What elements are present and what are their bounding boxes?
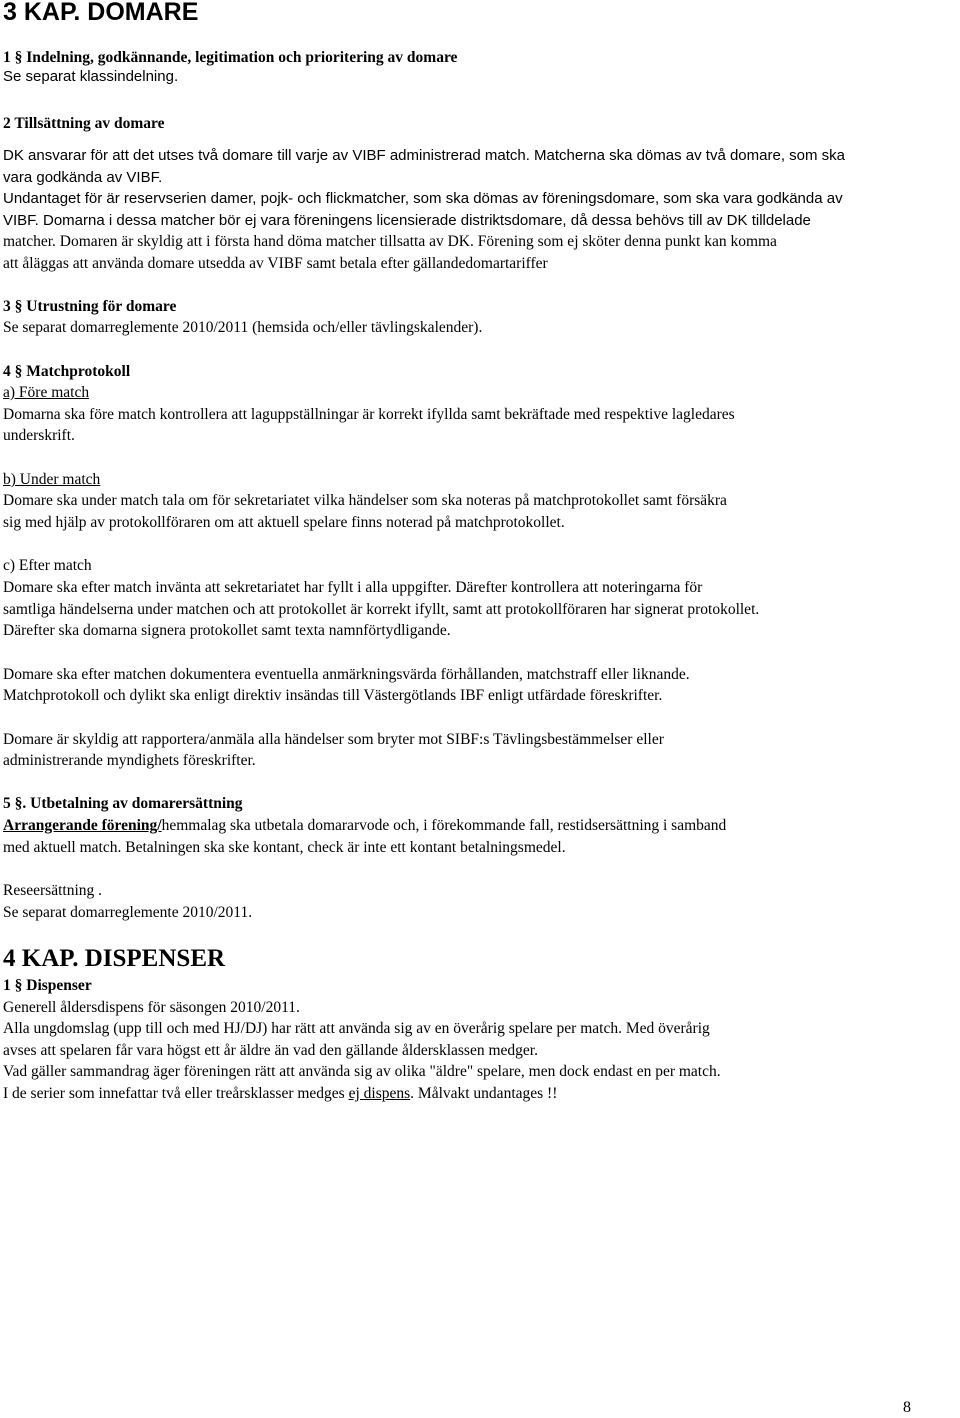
section-4b-line: Domare ska under match tala om för sekretariatet vilka händelser som ska noteras på matchprotokollet samt försäkra [3,492,727,509]
reseersattning-heading: Reseersättning . [3,882,103,899]
reseersattning-text: Se separat domarreglemente 2010/2011. [3,904,253,921]
section-5-heading: 5 §. Utbetalning av domarersättning [3,795,243,812]
chapter-4-line: avses att spelaren får vara högst ett år äldre än vad den gällande åldersklassen medger. [3,1042,538,1059]
section-4c-line: samtliga händelserna under matchen och att protokollet är korrekt ifyllt, samt att protokollföraren har signerat protokollet. [3,601,760,618]
section-4d-line: Domare ska efter matchen dokumentera eventuella anmärkningsvärda förhållanden, matchstraff eller liknande. [3,666,690,683]
chapter-4-title: 4 KAP. DISPENSER [3,945,226,972]
section-4b-label: b) Under match [3,471,101,488]
section-4b-line: sig med hjälp av protokollföraren om att aktuell spelare finns noterad på matchprotokollet. [3,514,565,531]
section-2-line: vara godkända av VIBF. [3,169,163,186]
section-2-heading: 2 Tillsättning av domare [3,115,165,132]
section-2-line: matcher. Domaren är skyldig att i första hand döma matcher tillsatta av DK. Förening som ej sköter denna punkt kan komma [3,233,777,250]
chapter-4-last-pre: I de serier som innefattar två eller treårsklasser medges [3,1085,349,1102]
section-4c-line: Därefter ska domarna signera protokollet samt texta namnförtydligande. [3,622,451,639]
section-1-text: Se separat klassindelning. [3,68,179,85]
ej-dispens-text: ej dispens [348,1085,411,1102]
section-4c-label: c) Efter match [3,557,92,574]
chapter-4-section-1-heading: 1 § Dispenser [3,977,92,994]
section-2-line: Undantaget för är reservserien damer, pojk- och flickmatcher, som ska dömas av föreningsdomare, som ska vara godkända av [3,190,843,207]
chapter-4-line [3,1083,557,1105]
section-5-line-rest: hemmalag ska utbetala domararvode och, i förekommande fall, restidsersättning i samband [161,817,727,834]
chapter-4-line: Alla ungdomslag (upp till och med HJ/DJ) har rätt att använda sig av en överårig spelare per match. Med överårig [3,1020,710,1037]
section-4c-line: Domare ska efter match invänta att sekretariatet har fyllt i alla uppgifter. Därefter kontrollera att noteringarna för [3,579,703,596]
section-5-line: med aktuell match. Betalningen ska ske kontant, check är inte ett kontant betalningsmedel. [3,839,566,856]
section-4a-line: Domarna ska före match kontrollera att laguppställningar är korrekt ifyllda samt bekräftade med respektive lagledares [3,406,735,423]
section-3-text: Se separat domarreglemente 2010/2011 (hemsida och/eller tävlingskalender). [3,319,483,336]
section-2-line: DK ansvarar för att det utses två domare till varje av VIBF administrerad match. Matcherna ska dömas av två domare, som ska [3,147,846,164]
chapter-3-title: 3 KAP. DOMARE [3,0,199,26]
section-4e-line: Domare är skyldig att rapportera/anmäla alla händelser som bryter mot SIBF:s Tävlingsbestämmelser eller [3,731,664,748]
section-5-underlined-text: Arrangerande förening/ [3,817,162,834]
section-1-heading: 1 § Indelning, godkännande, legitimation och prioritering av domare [3,49,458,66]
section-4a-line: underskrift. [3,427,75,444]
section-2-line: VIBF. Domarna i dessa matcher bör ej vara föreningens licensierade distriktsdomare, då dessa behövs till av DK tilldelade [3,212,811,229]
section-4e-line: administrerande myndighets föreskrifter. [3,752,256,769]
chapter-4-line: Generell åldersdispens för säsongen 2010/2011. [3,999,300,1016]
section-3-heading: 3 § Utrustning för domare [3,298,177,315]
chapter-4-last-post: . Målvakt undantages !! [410,1085,558,1102]
section-4d-line: Matchprotokoll och dylikt ska enligt direktiv insändas till Västergötlands IBF enligt utfärdade föreskrifter. [3,687,663,704]
section-4-heading: 4 § Matchprotokoll [3,363,131,380]
section-4a-label: a) Före match [3,384,90,401]
chapter-4-line: Vad gäller sammandrag äger föreningen rätt att använda sig av olika "äldre" spelare, men dock endast en per match. [3,1063,721,1080]
section-5-line [3,815,726,837]
section-2-line: att åläggas att använda domare utsedda av VIBF samt betala efter gällandedomartariffer [3,255,548,272]
page-number: 8 [903,1399,911,1416]
